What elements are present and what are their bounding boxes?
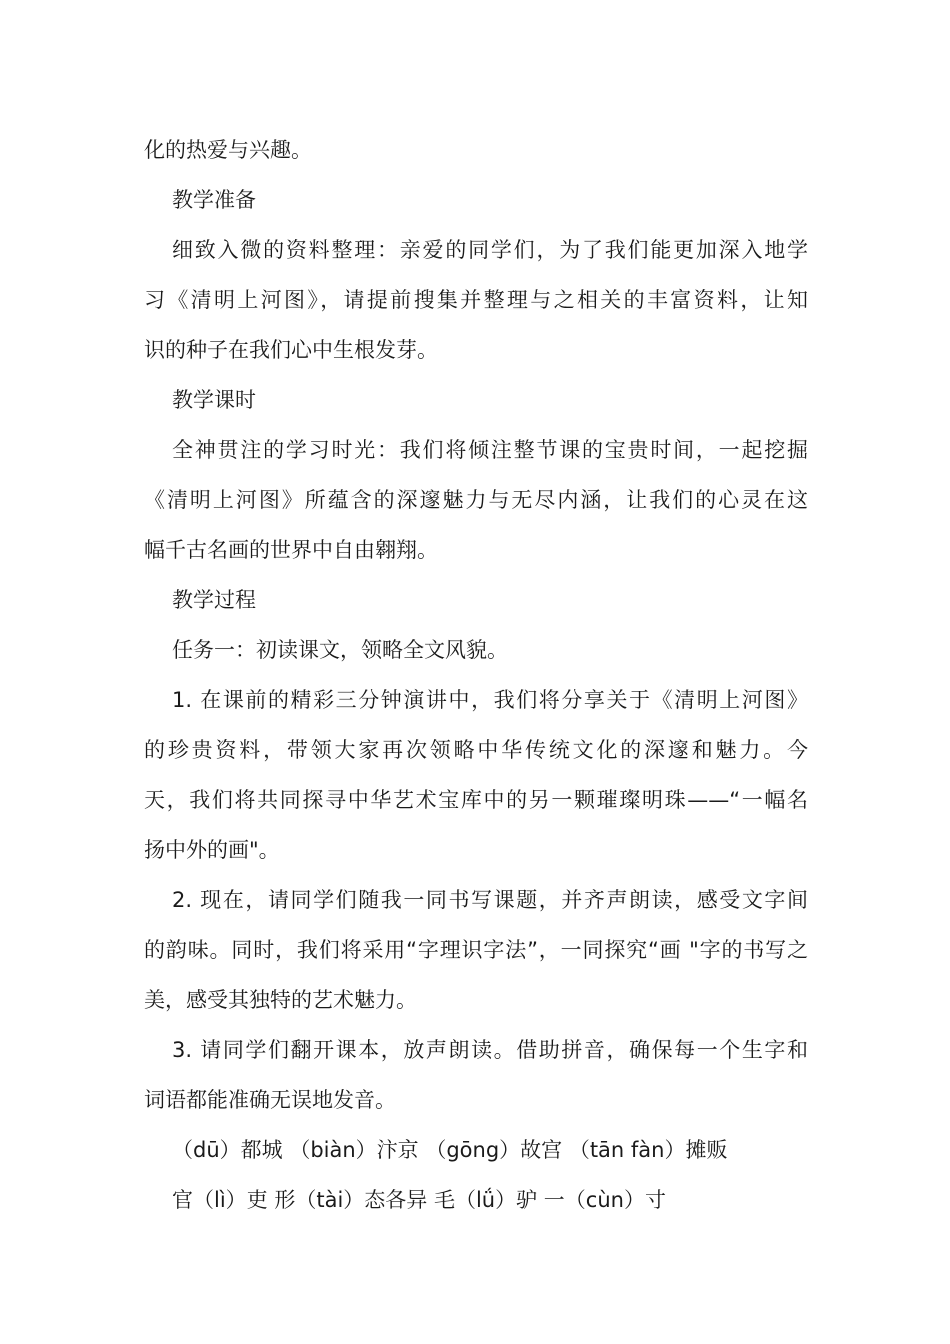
pinyin-words-line-2: 官（lì）吏 形（tài）态各异 毛（lǘ）驴 一（cùn）寸 [172,1188,666,1212]
paragraph-preparation-line-3: 识的种子在我们心中生根发芽。 [144,338,438,362]
item-3-line-1: 3. 请同学们翻开课本，放声朗读。借助拼音，确保每一个生字和 [172,1038,808,1062]
item-1-line-3: 天，我们将共同探寻中华艺术宝库中的另一颗璀璨明珠——“一幅名 [144,788,808,812]
section-heading-class-hours: 教学课时 [172,388,256,412]
item-2-line-1: 2. 现在，请同学们随我一同书写课题，并齐声朗读，感受文字间 [172,888,808,912]
section-heading-process: 教学过程 [172,588,256,612]
paragraph-preparation-line-1: 细致入微的资料整理：亲爱的同学们，为了我们能更加深入地学 [172,238,808,262]
task-one-heading: 任务一：初读课文，领略全文风貌。 [172,638,508,662]
item-2-line-2: 的韵味。同时，我们将采用“字理识字法”，一同探究“画 "字的书写之 [144,938,808,962]
item-1-line-2: 的珍贵资料，带领大家再次领略中华传统文化的深邃和魅力。今 [144,738,808,762]
text-line-continuation: 化的热爱与兴趣。 [144,138,312,162]
paragraph-hours-line-2: 《清明上河图》所蕴含的深邃魅力与无尽内涵，让我们的心灵在这 [144,488,808,512]
item-1-line-4: 扬中外的画"。 [144,838,280,862]
pinyin-words-line-1: （dū）都城 （biàn）汴京 （gōng）故宫 （tān fàn）摊贩 [172,1138,728,1162]
item-2-line-3: 美，感受其独特的艺术魅力。 [144,988,417,1012]
paragraph-preparation-line-2: 习《清明上河图》，请提前搜集并整理与之相关的丰富资料，让知 [144,288,808,312]
item-1-line-1: 1. 在课前的精彩三分钟演讲中，我们将分享关于《清明上河图》 [172,688,808,712]
section-heading-preparation: 教学准备 [172,188,256,212]
paragraph-hours-line-1: 全神贯注的学习时光：我们将倾注整节课的宝贵时间，一起挖掘 [172,438,808,462]
item-3-line-2: 词语都能准确无误地发音。 [144,1088,396,1112]
paragraph-hours-line-3: 幅千古名画的世界中自由翱翔。 [144,538,438,562]
